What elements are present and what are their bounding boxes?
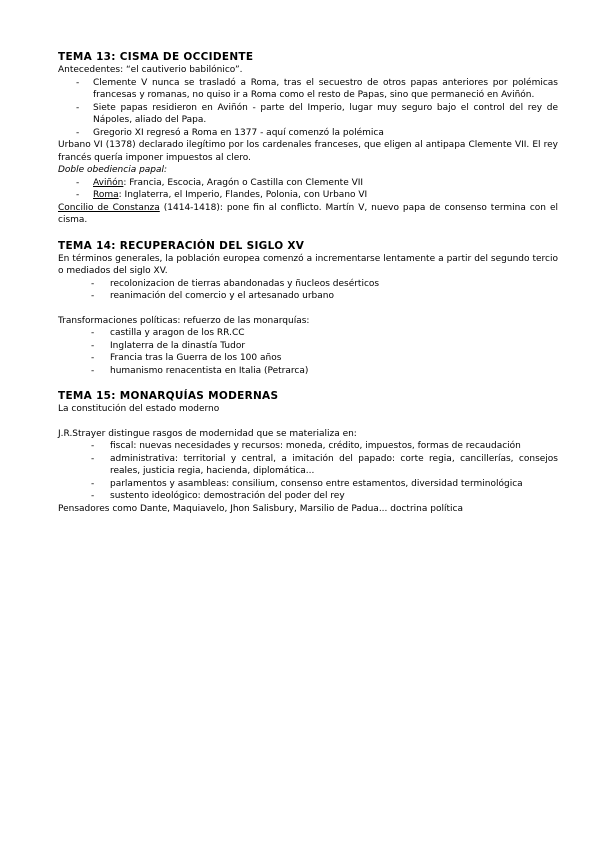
list-item (58, 189, 558, 202)
tema15-strayer: J.R.Strayer distingue rasgos de modernidad que se materializa en: (58, 428, 357, 439)
tema15-subtitle: La constitución del estado moderno (58, 404, 220, 414)
tema13-heading: TEMA 13: CISMA DE OCCIDENTE (58, 51, 254, 63)
tema13-urbano: Urbano VI (1378) declarado ilegítimo por los cardenales franceses, que eligen al antipapa Clemente VII. El rey francés quería imponer impuestos al clero. (58, 140, 558, 163)
list-item: - recolonizacion de tierras abandonadas y ñucleos desérticos (58, 278, 558, 291)
tema13-list (58, 77, 558, 140)
list-item: - Francia tras la Guerra de los 100 años (58, 352, 558, 365)
tema14-list-b (58, 327, 558, 377)
tema13-antecedentes: Antecedentes: “el cautiverio babilónico”. (58, 65, 243, 75)
list-item: - fiscal: nuevas necesidades y recursos: moneda, crédito, impuestos, formas de recaudación (58, 440, 558, 453)
spacer (58, 227, 558, 240)
tema14-list-a (58, 278, 558, 303)
tema15-heading: TEMA 15: MONARQUÍAS MODERNAS (58, 390, 279, 402)
spacer (58, 377, 558, 390)
list-item: - parlamentos y asambleas: consilium, consenso entre estamentos, diversidad terminológica (58, 478, 558, 491)
tema14-heading: TEMA 14: RECUPERACIÓN DEL SIGLO XV (58, 239, 305, 252)
list-item: - Inglaterra de la dinastía Tudor (58, 340, 558, 353)
obediencia-name: Aviñón (93, 177, 124, 188)
list-item: - administrativa: territorial y central, a imitación del papado: corte regia, cancillerías, consejos reales, justicia regia, hacienda, diplomática... (58, 453, 558, 478)
obediencia-text: : Inglaterra, el Imperio, Flandes, Polonia, con Urbano VI (118, 190, 368, 200)
list-item: - Clemente V nunca se trasladó a Roma, tras el secuestro de otros papas anteriores por polémicas francesas y romanas, no quiso ir a Roma como el resto de Papas, sino que permaneció en Aviñón. (58, 77, 558, 102)
spacer (58, 416, 558, 428)
obediencia-name: Roma (93, 190, 119, 200)
spacer (58, 303, 558, 315)
tema14-transformaciones: Transformaciones políticas: refuerzo de las monarquías: (58, 315, 310, 326)
concilio-name: Concilio de Constanza (58, 202, 160, 213)
list-item: - Siete papas residieron en Aviñón - parte del Imperio, lugar muy seguro bajo el control del rey de Nápoles, aliado del Papa. (58, 102, 558, 127)
tema13-concilio (58, 202, 558, 227)
tema15-list (58, 440, 558, 503)
tema14-intro: En términos generales, la población europea comenzó a incrementarse lentamente a partir del segundo tercio o mediados del siglo XV. (58, 253, 558, 276)
list-item: - humanismo renacentista en Italia (Petrarca) (58, 365, 558, 378)
tema15-pensadores: Pensadores como Dante, Maquiavelo, Jhon Salisbury, Marsilio de Padua... doctrina política (58, 503, 463, 514)
tema13-obediencia-list (58, 177, 558, 202)
list-item: - sustento ideológico: demostración del poder del rey (58, 490, 558, 503)
list-item: - castilla y aragon de los RR.CC (58, 327, 558, 340)
list-item: - reanimación del comercio y el artesanado urbano (58, 290, 558, 303)
list-item (58, 177, 558, 190)
list-item: - Gregorio XI regresó a Roma en 1377 - aquí comenzó la polémica (58, 127, 558, 140)
document-content (58, 51, 558, 515)
obediencia-text: : Francia, Escocia, Aragón o Castilla con Clemente VII (123, 177, 364, 188)
tema13-doble-obediencia-label: Doble obediencia papal: (58, 165, 168, 175)
concilio-text: (1414-1418): pone fin al conflicto. Martín V, nuevo papa de consenso termina con el cisma. (58, 202, 558, 225)
